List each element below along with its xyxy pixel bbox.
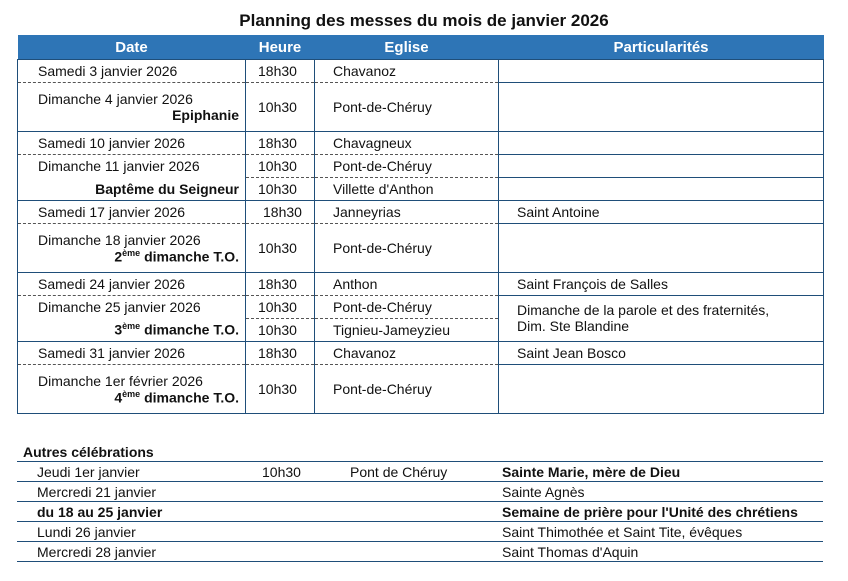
date-text: Dimanche 18 janvier 2026 — [38, 231, 201, 248]
cell-eglise: Tignieu-Jameyzieu — [315, 319, 499, 342]
feast-rest: dimanche T.O. — [140, 248, 239, 265]
table-row — [18, 155, 824, 178]
other-particularite: Sainte Marie, mère de Dieu — [502, 462, 823, 482]
other-particularite: Semaine de prière pour l'Unité des chrétiens — [502, 502, 823, 522]
cell-heure: 18h30 — [246, 60, 315, 83]
cell-heure: 10h30 — [246, 83, 315, 132]
other-date: Lundi 26 janvier — [17, 522, 245, 542]
feast-suffix: ème — [122, 247, 141, 258]
feast-name: Baptême du Seigneur — [95, 180, 239, 197]
other-particularite: Sainte Agnès — [502, 482, 823, 502]
table-row — [18, 83, 824, 132]
particularite-line: Dimanche de la parole et des fraternités, — [517, 302, 770, 318]
cell-heure: 18h30 — [246, 342, 315, 365]
cell-date — [18, 365, 246, 414]
other-date: du 18 au 25 janvier — [17, 502, 245, 522]
cell-particularites — [499, 178, 824, 201]
cell-date: Samedi 3 janvier 2026 — [18, 60, 246, 83]
table-row — [18, 296, 824, 319]
table-row — [18, 60, 824, 83]
cell-date: Dimanche 25 janvier 2026 — [18, 296, 246, 319]
feast-name — [38, 248, 241, 265]
table-row — [18, 273, 824, 296]
other-eglise — [335, 482, 502, 502]
header-eglise: Eglise — [315, 35, 499, 60]
header-heure: Heure — [246, 35, 315, 60]
other-particularite: Saint Thimothée et Saint Tite, évêques — [502, 522, 823, 542]
feast-number: 2 — [114, 248, 123, 265]
other-celebrations-title: Autres célébrations — [23, 444, 154, 460]
list-item — [17, 482, 823, 502]
cell-particularites: Saint Jean Bosco — [499, 342, 824, 365]
cell-date: Samedi 31 janvier 2026 — [18, 342, 246, 365]
cell-eglise: Pont-de-Chéruy — [315, 83, 499, 132]
other-eglise — [335, 502, 502, 522]
cell-date — [18, 224, 246, 273]
particularite-line: Dim. Ste Blandine — [517, 318, 630, 334]
cell-date: Dimanche 11 janvier 2026 — [18, 155, 246, 178]
cell-eglise: Chavanoz — [315, 342, 499, 365]
cell-eglise: Pont-de-Chéruy — [315, 365, 499, 414]
cell-eglise: Janneyrias — [315, 201, 499, 224]
other-heure: 10h30 — [245, 462, 335, 482]
list-item — [17, 502, 823, 522]
cell-particularites — [499, 365, 824, 414]
other-date: Mercredi 28 janvier — [17, 542, 245, 562]
cell-eglise: Anthon — [315, 273, 499, 296]
other-eglise — [335, 542, 502, 562]
cell-particularites — [499, 224, 824, 273]
header-date: Date — [18, 35, 246, 60]
other-date: Mercredi 21 janvier — [17, 482, 245, 502]
other-eglise — [335, 522, 502, 542]
other-eglise: Pont de Chéruy — [335, 462, 502, 482]
cell-eglise: Pont-de-Chéruy — [315, 224, 499, 273]
other-heure — [245, 542, 335, 562]
cell-eglise: Villette d'Anthon — [315, 178, 499, 201]
table-row — [18, 342, 824, 365]
cell-particularites: Saint François de Salles — [499, 273, 824, 296]
list-item — [17, 542, 823, 562]
cell-eglise: Chavagneux — [315, 132, 499, 155]
feast-number: 3 — [114, 322, 123, 339]
cell-heure: 18h30 — [246, 273, 315, 296]
cell-date: Samedi 10 janvier 2026 — [18, 132, 246, 155]
table-header — [18, 35, 824, 60]
other-celebrations-table — [17, 461, 823, 562]
cell-date — [18, 178, 246, 201]
feast-name — [18, 321, 241, 338]
cell-date — [18, 83, 246, 132]
cell-date — [18, 319, 246, 342]
cell-particularites — [499, 132, 824, 155]
cell-particularites: Saint Antoine — [499, 201, 824, 224]
cell-heure: 10h30 — [246, 155, 315, 178]
cell-particularites — [499, 60, 824, 83]
cell-date: Samedi 24 janvier 2026 — [18, 273, 246, 296]
other-heure — [245, 502, 335, 522]
list-item — [17, 522, 823, 542]
page-title: Planning des messes du mois de janvier 2026 — [239, 11, 609, 30]
other-heure — [245, 482, 335, 502]
cell-eglise: Chavanoz — [315, 60, 499, 83]
table-row — [18, 201, 824, 224]
cell-date: Samedi 17 janvier 2026 — [18, 201, 246, 224]
other-heure — [245, 522, 335, 542]
cell-eglise: Pont-de-Chéruy — [315, 155, 499, 178]
mass-schedule-table — [17, 35, 824, 414]
cell-heure: 18h30 — [246, 201, 315, 224]
cell-heure: 10h30 — [246, 365, 315, 414]
feast-suffix: ème — [122, 388, 141, 399]
date-text: Dimanche 1er février 2026 — [38, 372, 203, 389]
feast-rest: dimanche T.O. — [140, 322, 239, 339]
other-particularite: Saint Thomas d'Aquin — [502, 542, 823, 562]
feast-name — [38, 389, 241, 406]
cell-heure: 10h30 — [246, 296, 315, 319]
cell-heure: 10h30 — [246, 224, 315, 273]
feast-suffix: ème — [122, 321, 141, 332]
cell-particularites — [499, 155, 824, 178]
cell-heure: 10h30 — [246, 319, 315, 342]
table-row — [18, 178, 824, 201]
cell-particularites — [499, 83, 824, 132]
feast-rest: dimanche T.O. — [140, 389, 239, 406]
other-date: Jeudi 1er janvier — [17, 462, 245, 482]
cell-heure: 10h30 — [246, 178, 315, 201]
cell-eglise: Pont-de-Chéruy — [315, 296, 499, 319]
date-text: Dimanche 4 janvier 2026 — [38, 91, 193, 107]
feast-number: 4 — [114, 389, 123, 406]
table-row — [18, 132, 824, 155]
cell-particularites — [499, 296, 824, 342]
cell-heure: 18h30 — [246, 132, 315, 155]
table-row — [18, 224, 824, 273]
feast-name: Epiphanie — [172, 107, 239, 123]
list-item — [17, 462, 823, 482]
table-row — [18, 365, 824, 414]
header-particularites: Particularités — [499, 35, 824, 60]
